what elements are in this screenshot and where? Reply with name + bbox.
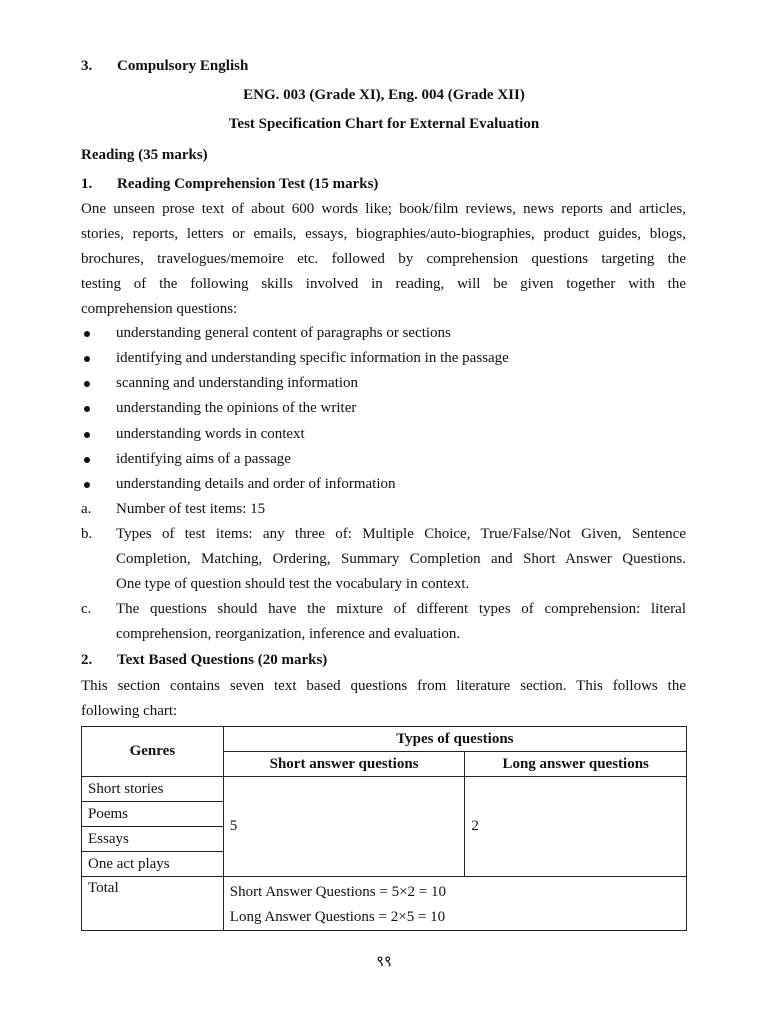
part2-intro-line: following chart: bbox=[81, 703, 178, 719]
table-row bbox=[82, 777, 687, 802]
long-answer-header: Long answer questions bbox=[465, 752, 687, 777]
part2-number: 2. bbox=[81, 652, 93, 668]
bullet-item: identifying aims of a passage bbox=[116, 451, 291, 467]
genres-header: Genres bbox=[82, 727, 224, 777]
bullet-item: understanding details and order of information bbox=[116, 476, 396, 492]
bullet-icon bbox=[84, 381, 90, 387]
page-number: ९९ bbox=[376, 954, 392, 970]
part1-title: Reading Comprehension Test (15 marks) bbox=[117, 176, 379, 192]
part1-intro-line: stories, reports, letters or emails, essays, biographies/auto-biographies, product guides, blogs, bbox=[81, 226, 686, 242]
part1-number: 1. bbox=[81, 176, 93, 192]
reading-heading: Reading (35 marks) bbox=[81, 147, 208, 163]
section-title: Compulsory English bbox=[117, 58, 249, 74]
item-marker: b. bbox=[81, 526, 93, 542]
total-short-line: Short Answer Questions = 5×2 = 10 bbox=[229, 884, 446, 900]
total-label-cell: Total bbox=[82, 877, 224, 931]
part2-title: Text Based Questions (20 marks) bbox=[117, 652, 328, 668]
chart-title: Test Specification Chart for External Evaluation bbox=[228, 116, 540, 132]
item-marker: a. bbox=[81, 501, 92, 517]
types-header: Types of questions bbox=[223, 727, 686, 752]
bullet-icon bbox=[84, 356, 90, 362]
total-values-cell bbox=[223, 877, 686, 931]
genre-cell: One act plays bbox=[82, 852, 224, 877]
bullet-item: scanning and understanding information bbox=[116, 375, 359, 391]
bullet-item: understanding words in context bbox=[116, 426, 305, 442]
bullet-item: understanding the opinions of the writer bbox=[116, 400, 357, 416]
short-count-cell: 5 bbox=[223, 777, 465, 877]
item-line: One type of question should test the vocabulary in context. bbox=[116, 576, 470, 592]
long-count-cell: 2 bbox=[465, 777, 687, 877]
item-line: Completion, Matching, Ordering, Summary Completion and Short Answer Questions. bbox=[116, 551, 686, 567]
part1-intro-line: testing of the following skills involved in reading, will be given together with the bbox=[81, 276, 686, 292]
part2-intro-line: This section contains seven text based questions from literature section. This follows the bbox=[81, 678, 686, 694]
total-long-line: Long Answer Questions = 2×5 = 10 bbox=[229, 909, 446, 925]
item-line: comprehension, reorganization, inference and evaluation. bbox=[116, 626, 461, 642]
course-line: ENG. 003 (Grade XI), Eng. 004 (Grade XII) bbox=[243, 87, 525, 103]
bullet-item: identifying and understanding specific information in the passage bbox=[116, 350, 509, 366]
item-line: Number of test items: 15 bbox=[116, 501, 266, 517]
genre-cell: Essays bbox=[82, 827, 224, 852]
genre-cell: Poems bbox=[82, 802, 224, 827]
section-number: 3. bbox=[81, 58, 93, 74]
bullet-icon bbox=[84, 482, 90, 488]
bullet-item: understanding general content of paragraphs or sections bbox=[116, 325, 451, 341]
item-line: Types of test items: any three of: Multiple Choice, True/False/Not Given, Sentence bbox=[116, 526, 686, 542]
bullet-icon bbox=[84, 432, 90, 438]
part1-intro-line: One unseen prose text of about 600 words like; book/film reviews, news reports and articles, bbox=[81, 201, 686, 217]
table-total-row bbox=[82, 877, 687, 931]
item-line: The questions should have the mixture of different types of comprehension: literal bbox=[116, 601, 686, 617]
bullet-icon bbox=[84, 331, 90, 337]
short-answer-header: Short answer questions bbox=[223, 752, 465, 777]
part1-intro-line: comprehension questions: bbox=[81, 301, 238, 317]
item-marker: c. bbox=[81, 601, 92, 617]
part1-intro-line: brochures, travelogues/memoire etc. followed by comprehension questions targeting the bbox=[81, 251, 686, 267]
genre-cell: Short stories bbox=[82, 777, 224, 802]
bullet-icon bbox=[84, 457, 90, 463]
question-type-table bbox=[81, 726, 687, 931]
table-header-row bbox=[82, 727, 687, 752]
bullet-icon bbox=[84, 406, 90, 412]
